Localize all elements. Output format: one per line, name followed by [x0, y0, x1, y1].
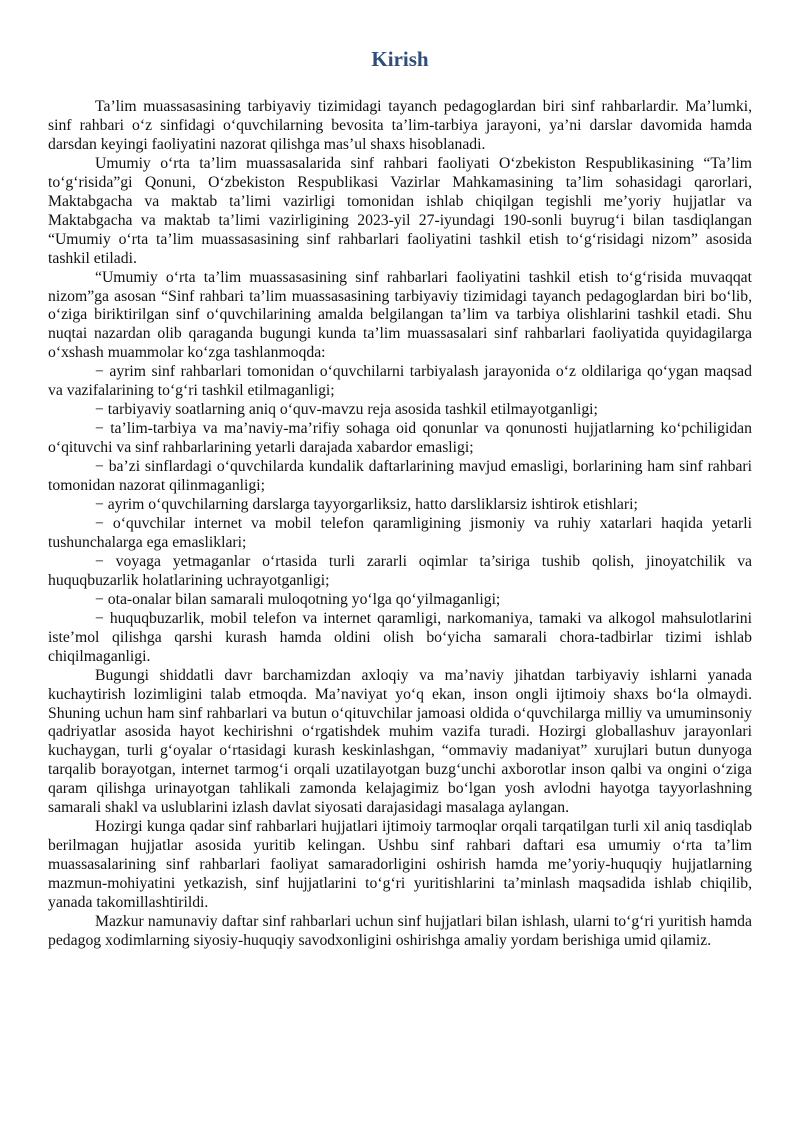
list-item: − voyaga yetmaganlar o‘rtasida turli zararli oqimlar ta’siriga tushib qolish, jinoyatchilik va huquqbuzarlik holatlarining uchrayotganligi;: [48, 552, 752, 589]
paragraph-conclusion: Mazkur namunaviy daftar sinf rahbarlari uchun sinf hujjatlari bilan ishlash, ularni to‘g‘ri yuritish hamda pedagog xodimlarning siyosiy-huquqiy savodxonligini oshirishga amaliy yordam berishiga umid qilamiz.: [48, 912, 752, 949]
paragraph-intro: Ta’lim muassasasining tarbiyaviy tizimidagi tayanch pedagoglardan biri sinf rahbarlardir. Ma’lumki, sinf rahbari o‘z sinfidagi o‘quvchilarning bevosita ta’lim-tarbiya jarayoni, ya’ni darslar davomida hamda darsdan keyingi faoliyatini nazorat qilishga mas’ul shaxs hisoblanadi.: [48, 98, 752, 153]
paragraph-documents: Hozirgi kunga qadar sinf rahbarlari hujjatlari ijtimoiy tarmoqlar orqali tarqatilgan turli xil aniq tasdiqlab berilmagan hujjatlar asosida yuritib kelingan. Ushbu sinf rahbari daftari esa umumiy o‘rta ta’lim muassasalarining sinf rahbarlari faoliyat samaradorligini oshirish hamda me’yoriy-huquqiy hujjatlarning mazmun-mohiyatini yetkazish, sinf hujjatlarini to‘g‘ri yuritishlarini ta’minlash maqsadida ishlab chiqilib, yanada takomillashtirildi.: [48, 818, 752, 912]
list-item: − o‘quvchilar internet va mobil telefon qaramligining jismoniy va ruhiy xatarlari haqida yetarli tushunchalarga ega emasliklari;: [48, 514, 752, 551]
list-item: − ota-onalar bilan samarali muloqotning yo‘lga qo‘yilmaganligi;: [95, 590, 501, 608]
list-item: − huquqbuzarlik, mobil telefon va internet qaramligi, narkomaniya, tamaki va alkogol mahsulotlarini iste’mol qilishga qarshi kurash hamda oldini olish bo‘yicha samarali chora-tadbirlar tizimi ishlab chiqilmaganligi.: [48, 609, 752, 665]
document-body: [48, 98, 752, 951]
page-title: Kirish: [371, 47, 429, 71]
paragraph-legal-basis: Umumiy o‘rta ta’lim muassasalarida sinf rahbari faoliyati O‘zbekiston Respublikasining “Ta’lim to‘g‘risida”gi Qonuni, O‘zbekiston Respublikasi Vazirlar Mahkamasining ta’lim sohasidagi qarorlari, Maktabgacha va maktab ta’limi vazirligi tomonidan ishlab chiqilgan tegishli me’yoriy hujjatlar va Maktabgacha va maktab ta’limi vazirligining 2023-yil 27-iyundagi 190-sonli buyrug‘i bilan tasdiqlangan “Umumiy o‘rta ta’lim muassasasining sinf rahbarlari faoliyatini tashkil etish to‘g‘risidagi nizom” asosida tashkil etiladi.: [48, 154, 752, 267]
paragraph-modern-era: Bugungi shiddatli davr barchamizdan axloqiy va ma’naviy jihatdan tarbiyaviy ishlarni yanada kuchaytirish lozimligini talab etmoqda. Ma’naviyat yo‘q ekan, inson ongli ijtimoiy shaxs bo‘la olmaydi. Shuning uchun ham sinf rahbarlari va butun o‘qituvchilar jamoasi oldida o‘quvchilarga milliy va umuminsoniy qadriyatlar asosida hayot kechirishni o‘rgatishdek muhim vazifa turadi. Hozirgi globallashuv jarayonlari kuchaygan, turli g‘oyalar o‘rtasidagi kurash keskinlashgan, “ommaviy madaniyat” xurujlari butun dunyoga tarqalib borayotgan, internet tarmog‘i orqali uzatilayotgan buzg‘unchi axborotlar inson qalbi va ongini o‘ziga qaram qilishga urinayotgan tahlikali zamonda kelajagimiz bo‘lgan yosh avlodni hayotga tayyorlashning samarali shakl va uslublarini izlash davlat siyosati darajasidagi masalaga aylangan.: [48, 666, 752, 817]
list-item: − ba’zi sinflardagi o‘quvchilarda kundalik daftarlarining mavjud emasligi, borlarining ham sinf rahbari tomonidan nazorat qilinmaganligi;: [48, 458, 752, 495]
list-item: − ta’lim-tarbiya va ma’naviy-ma’rifiy sohaga oid qonunlar va qonunosti hujjatlarning ko‘pchiligidan o‘qituvchi va sinf rahbarlarining yetarli darajada xabardor emasligi;: [48, 420, 752, 457]
list-item: − tarbiyaviy soatlarning aniq o‘quv-mavzu reja asosida tashkil etilmayotganligi;: [95, 401, 598, 419]
paragraph-problems-intro: “Umumiy o‘rta ta’lim muassasasining sinf rahbarlari faoliyatini tashkil etish to‘g‘risida muvaqqat nizom”ga asosan “Sinf rahbari ta’lim muassasasining tarbiyaviy tizimidagi tayanch pedagoglardan biri bo‘lib, o‘ziga biriktirilgan sinf o‘quvchilarining amalda belgilangan ta’lim va tarbiya olishlarini tashkil etadi. Shu nuqtai nazardan olib qaraganda bugungi kunda ta’lim muassasalari sinf rahbarlari faoliyatida quyidagilarga o‘xshash muammolar ko‘zga tashlanmoqda:: [48, 268, 752, 362]
list-item: − ayrim sinf rahbarlari tomonidan o‘quvchilarni tarbiyalash jarayonida o‘z oldilariga qo‘ygan maqsad va vazifalarining to‘g‘ri tashkil etilmaganligi;: [48, 363, 752, 400]
document-page: [48, 46, 752, 951]
list-item: − ayrim o‘quvchilarning darslarga tayyorgarliksiz, hatto darsliklarsiz ishtirok etishlari;: [95, 496, 638, 514]
